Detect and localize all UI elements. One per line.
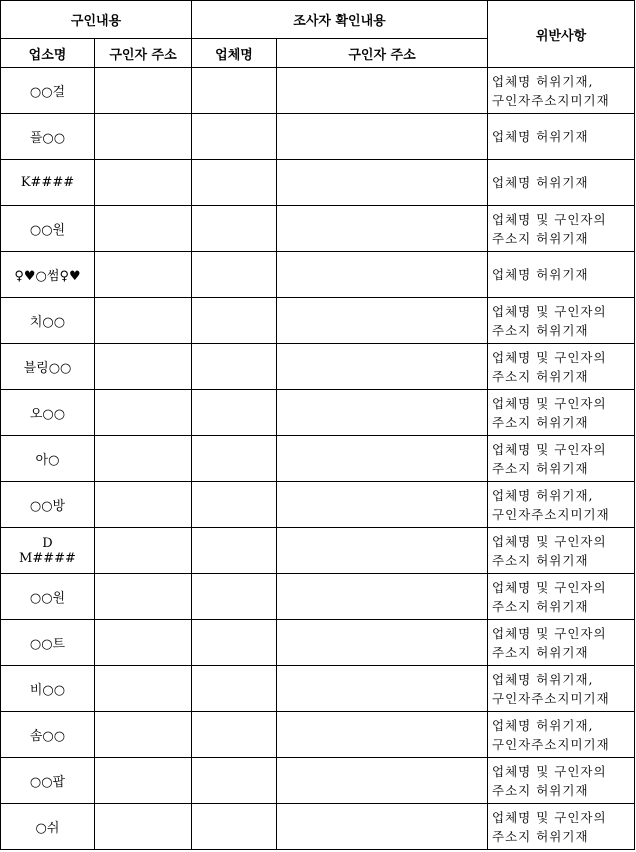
violation-text: 주소지 허위기재 (492, 230, 589, 246)
business-name: ○○걸 (29, 85, 66, 100)
violation-text: 업체명 및 구인자의 (492, 349, 607, 365)
business-name: 오○○ (29, 407, 66, 422)
violation-text: 주소지 허위기재 (492, 552, 589, 568)
violation-text: 업체명 허위기재 (492, 175, 589, 190)
business-name-cell (1, 574, 95, 620)
violation-cell (488, 390, 635, 436)
violation-cell (488, 160, 635, 206)
buyer-address-2-cell (277, 68, 488, 114)
business-name-cell (1, 252, 95, 298)
violation-cell (488, 344, 635, 390)
table-row (1, 712, 635, 758)
business-name: ○쉬 (35, 821, 60, 836)
buyer-address-cell (95, 758, 192, 804)
business-name-cell (1, 666, 95, 712)
business-name: ○○원 (29, 223, 66, 238)
company-name-cell (192, 528, 277, 574)
violation-text: 업체명 및 구인자의 (492, 211, 607, 227)
buyer-address-2-cell (277, 528, 488, 574)
violation-text: 업체명 허위기재, (492, 487, 594, 503)
violation-text: 주소지 허위기재 (492, 460, 589, 476)
violation-text: 주소지 허위기재 (492, 598, 589, 614)
business-name-cell (1, 160, 95, 206)
buyer-address-2-cell (277, 114, 488, 160)
buyer-address-cell (95, 620, 192, 666)
business-name-cell (1, 436, 95, 482)
table-row (1, 298, 635, 344)
buyer-address-cell (95, 206, 192, 252)
violation-text: 주소지 허위기재 (492, 322, 589, 338)
violation-cell (488, 206, 635, 252)
violation-cell (488, 620, 635, 666)
table-row (1, 206, 635, 252)
buyer-address-2-cell (277, 344, 488, 390)
violation-cell (488, 528, 635, 574)
business-name-cell (1, 206, 95, 252)
business-name: 치○○ (29, 315, 66, 330)
violation-text: 업체명 및 구인자의 (492, 303, 607, 319)
violation-cell (488, 298, 635, 344)
business-name: 아○ (35, 453, 60, 468)
buyer-address-cell (95, 160, 192, 206)
violation-text: 업체명 허위기재, (492, 73, 594, 89)
violation-text: 업체명 및 구인자의 (492, 441, 607, 457)
business-name-cell (1, 804, 95, 850)
header-business-name: 업소명 (1, 39, 95, 68)
table-row (1, 114, 635, 160)
table-row (1, 528, 635, 574)
business-name-cell (1, 482, 95, 528)
company-name-cell (192, 758, 277, 804)
buyer-address-cell (95, 436, 192, 482)
violation-cell (488, 758, 635, 804)
header-buyer-address-2: 구인자 주소 (277, 39, 488, 68)
business-name-cell (1, 620, 95, 666)
table-row (1, 252, 635, 298)
buyer-address-2-cell (277, 390, 488, 436)
buyer-address-cell (95, 528, 192, 574)
violation-text: 업체명 및 구인자의 (492, 809, 607, 825)
violation-text: 업체명 허위기재, (492, 717, 594, 733)
buyer-address-2-cell (277, 160, 488, 206)
violation-cell (488, 804, 635, 850)
violation-text: 주소지 허위기재 (492, 828, 589, 844)
business-name: 비○○ (29, 683, 66, 698)
business-name-cell (1, 390, 95, 436)
business-name: ♀♥○썸♀♥ (14, 269, 81, 284)
company-name-cell (192, 482, 277, 528)
business-name-cell (1, 344, 95, 390)
violation-text: 업체명 및 구인자의 (492, 763, 607, 779)
business-name-cell (1, 528, 95, 574)
violation-cell (488, 574, 635, 620)
buyer-address-cell (95, 804, 192, 850)
violation-text: 주소지 허위기재 (492, 414, 589, 430)
buyer-address-cell (95, 252, 192, 298)
violation-text: 구인자주소지미기재 (492, 92, 610, 108)
table-row (1, 804, 635, 850)
table-row (1, 344, 635, 390)
buyer-address-cell (95, 666, 192, 712)
buyer-address-2-cell (277, 574, 488, 620)
violation-cell (488, 68, 635, 114)
business-name: 블링○○ (23, 361, 72, 376)
table-row (1, 160, 635, 206)
business-name-cell (1, 298, 95, 344)
buyer-address-2-cell (277, 436, 488, 482)
table-row (1, 68, 635, 114)
buyer-address-2-cell (277, 712, 488, 758)
buyer-address-cell (95, 712, 192, 758)
buyer-address-2-cell (277, 758, 488, 804)
violation-cell (488, 666, 635, 712)
header-violation: 위반사항 (488, 1, 635, 68)
business-name-cell (1, 68, 95, 114)
table-row (1, 436, 635, 482)
buyer-address-cell (95, 574, 192, 620)
violation-text: 주소지 허위기재 (492, 368, 589, 384)
company-name-cell (192, 436, 277, 482)
business-name-cell (1, 712, 95, 758)
buyer-address-cell (95, 114, 192, 160)
buyer-address-cell (95, 344, 192, 390)
violation-text: 구인자주소지미기재 (492, 736, 610, 752)
buyer-address-2-cell (277, 206, 488, 252)
company-name-cell (192, 574, 277, 620)
business-name: ○○팝 (29, 775, 66, 790)
business-name: M#### (19, 550, 76, 566)
company-name-cell (192, 252, 277, 298)
violation-cell (488, 436, 635, 482)
table-row (1, 620, 635, 666)
company-name-cell (192, 666, 277, 712)
business-name: ○○방 (29, 499, 66, 514)
business-name: ○○원 (29, 591, 66, 606)
buyer-address-2-cell (277, 620, 488, 666)
violation-text: 업체명 허위기재 (492, 267, 589, 282)
company-name-cell (192, 620, 277, 666)
business-name: 플○○ (29, 131, 66, 146)
buyer-address-cell (95, 390, 192, 436)
violation-text: 구인자주소지미기재 (492, 690, 610, 706)
buyer-address-2-cell (277, 482, 488, 528)
company-name-cell (192, 298, 277, 344)
table-body (1, 68, 635, 850)
violation-text: 업체명 허위기재 (492, 129, 589, 144)
company-name-cell (192, 344, 277, 390)
buyer-address-2-cell (277, 298, 488, 344)
violation-text: 업체명 및 구인자의 (492, 625, 607, 641)
company-name-cell (192, 206, 277, 252)
company-name-cell (192, 804, 277, 850)
company-name-cell (192, 160, 277, 206)
buyer-address-2-cell (277, 252, 488, 298)
table-row (1, 758, 635, 804)
table-row (1, 390, 635, 436)
business-name-cell (1, 758, 95, 804)
buyer-address-2-cell (277, 666, 488, 712)
violation-text: 주소지 허위기재 (492, 782, 589, 798)
buyer-address-cell (95, 68, 192, 114)
company-name-cell (192, 114, 277, 160)
buyer-address-cell (95, 298, 192, 344)
table-row (1, 666, 635, 712)
company-name-cell (192, 390, 277, 436)
header-company-name: 업체명 (192, 39, 277, 68)
business-name: ○○트 (29, 637, 66, 652)
table-row (1, 482, 635, 528)
violation-cell (488, 482, 635, 528)
business-name: D (42, 535, 53, 551)
header-inspector-check: 조사자 확인내용 (192, 1, 488, 39)
business-name-cell (1, 114, 95, 160)
violation-text: 구인자주소지미기재 (492, 506, 610, 522)
violation-text: 업체명 및 구인자의 (492, 579, 607, 595)
buyer-address-2-cell (277, 804, 488, 850)
violation-text: 업체명 및 구인자의 (492, 533, 607, 549)
header-buyer-address: 구인자 주소 (95, 39, 192, 68)
violation-cell (488, 712, 635, 758)
violation-cell (488, 252, 635, 298)
violation-text: 업체명 및 구인자의 (492, 395, 607, 411)
violation-cell (488, 114, 635, 160)
company-name-cell (192, 68, 277, 114)
buyer-address-cell (95, 482, 192, 528)
business-name: 솜○○ (29, 729, 66, 744)
company-name-cell (192, 712, 277, 758)
header-buyer-info: 구인내용 (1, 1, 192, 39)
violation-text: 업체명 허위기재, (492, 671, 594, 687)
table-row (1, 574, 635, 620)
business-name: K#### (20, 175, 75, 190)
violation-text: 주소지 허위기재 (492, 644, 589, 660)
